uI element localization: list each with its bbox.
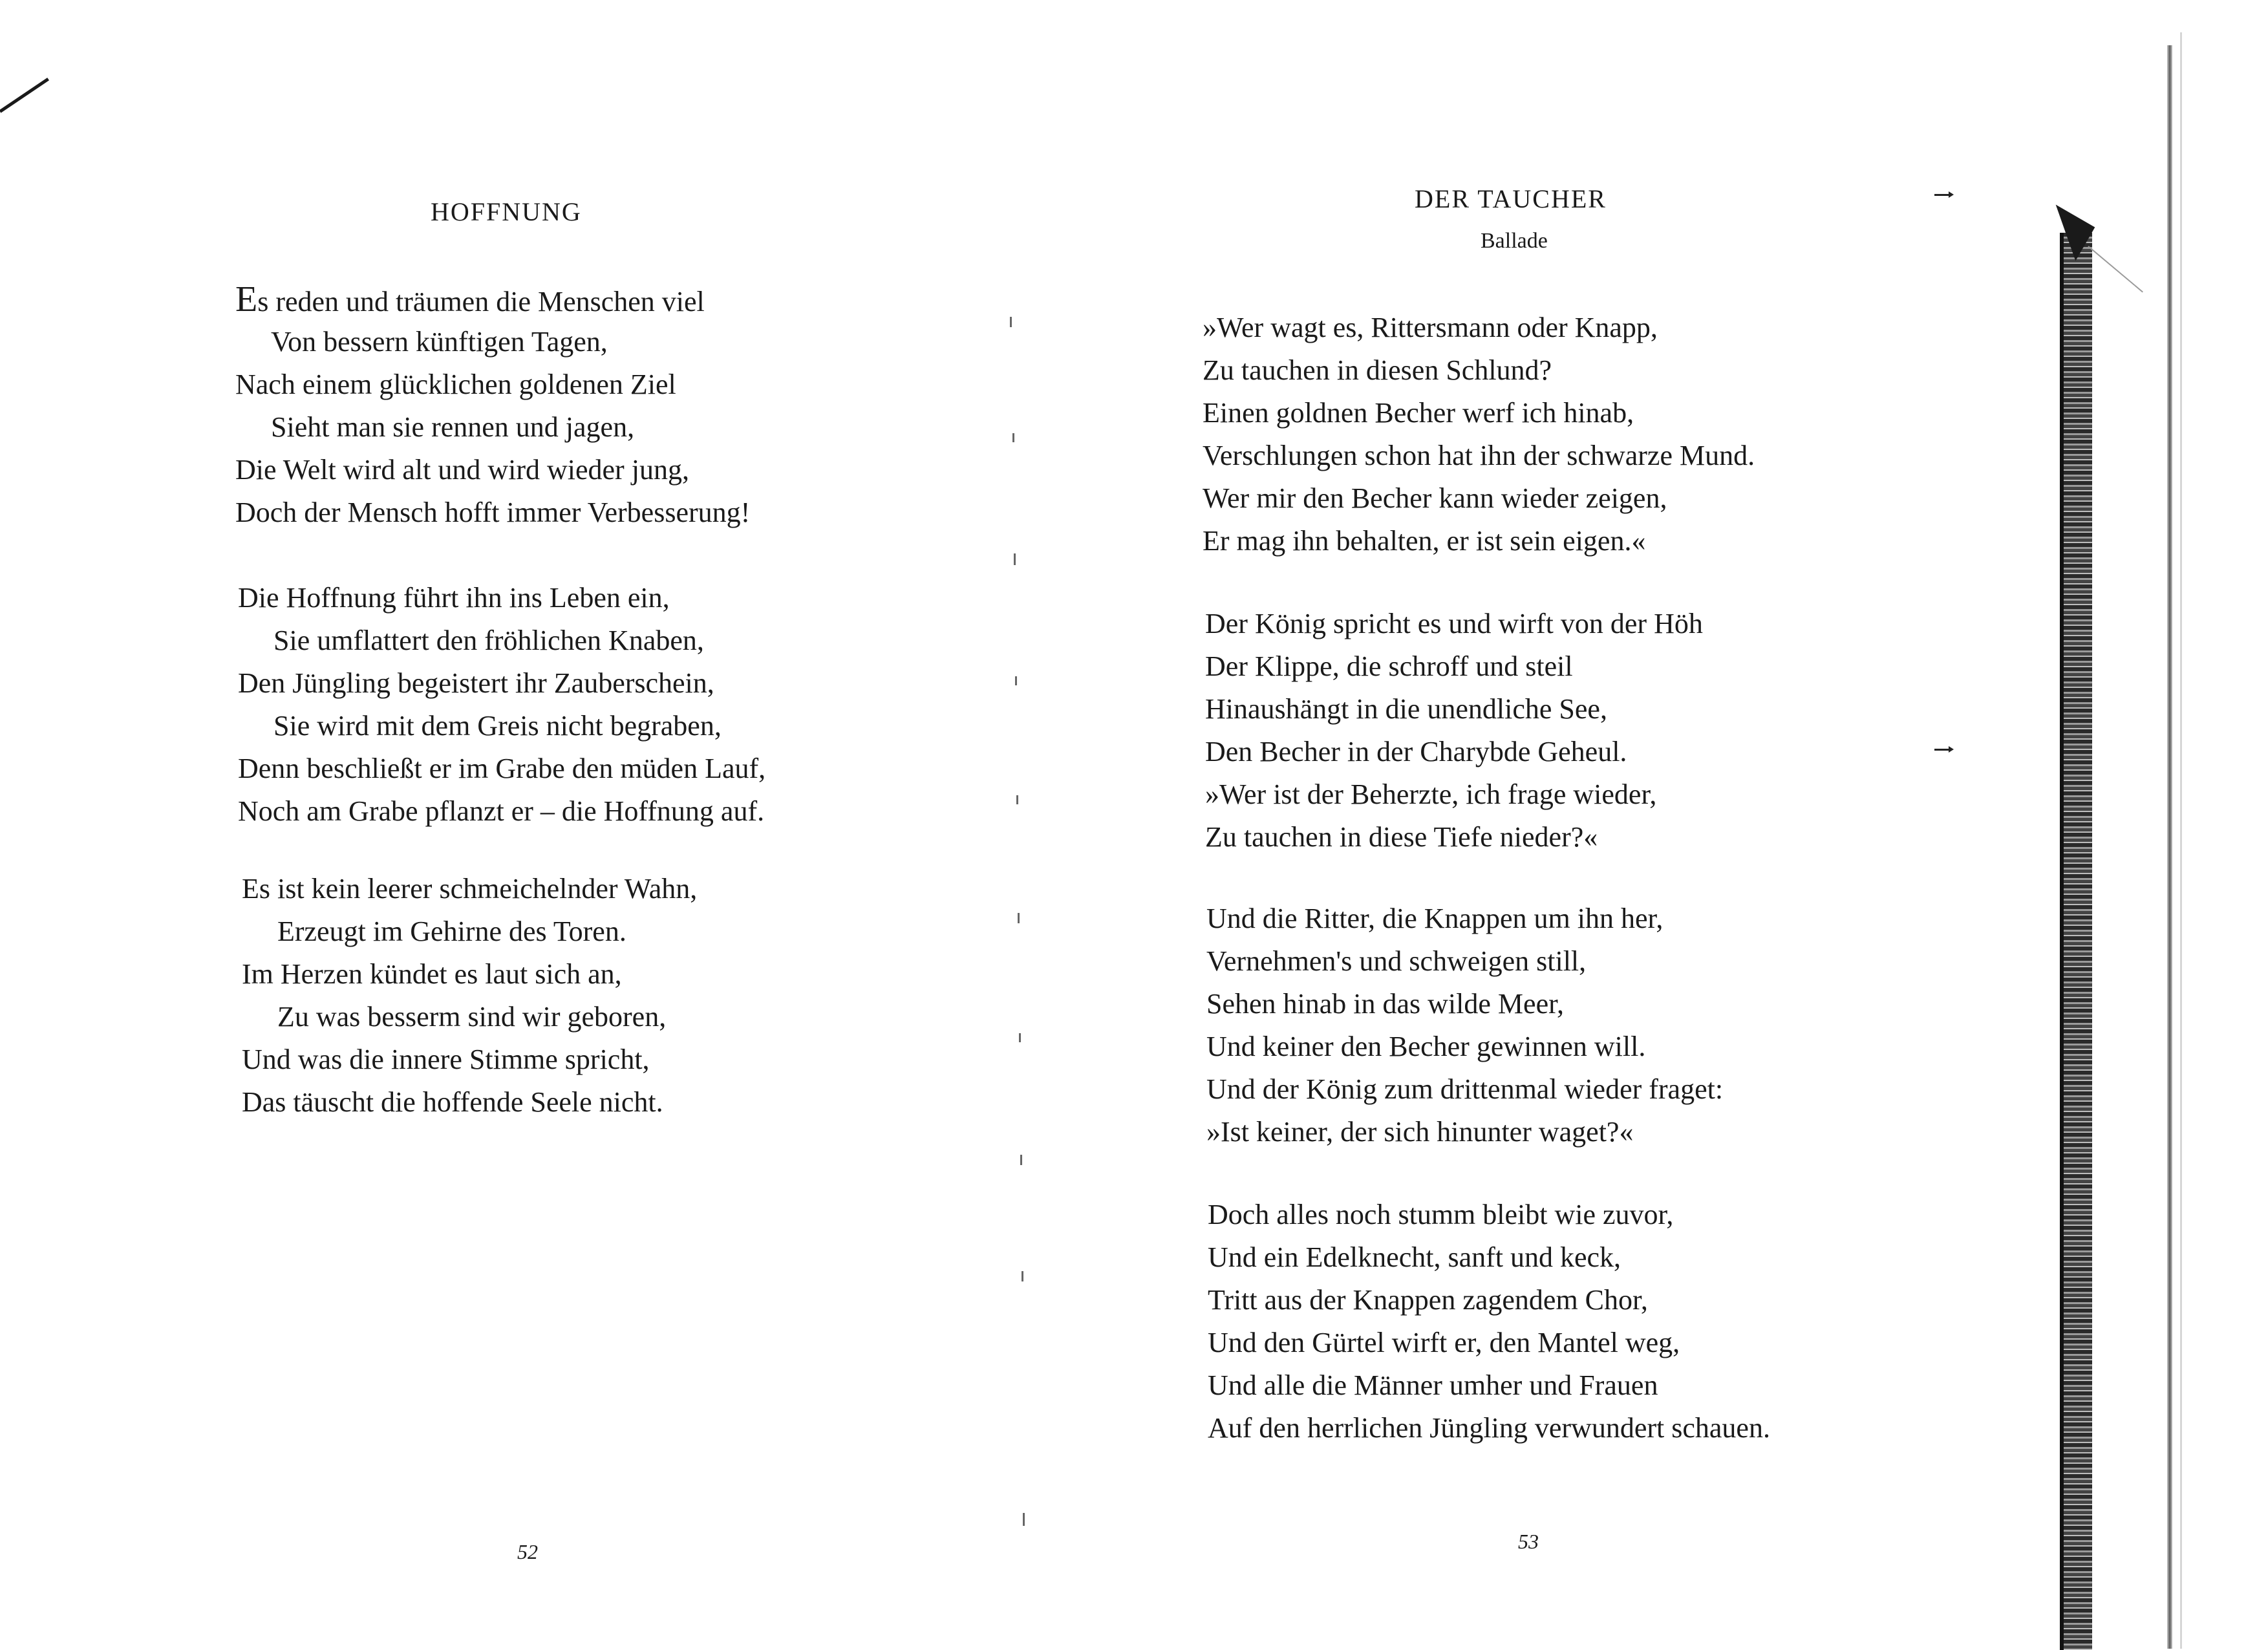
- poem-line: Tritt aus der Knappen zagendem Chor,: [1208, 1284, 1648, 1316]
- gutter-tick: [1022, 1271, 1023, 1281]
- drop-initial: E: [235, 279, 258, 319]
- right-stanza-3: [1206, 897, 1723, 1153]
- right-stanza-1: [1203, 306, 1755, 562]
- right-stanza-2: [1205, 603, 1703, 859]
- poem-line: Und alle die Männer umher und Frauen: [1208, 1369, 1658, 1401]
- poem-line: Den Becher in der Charybde Geheul.: [1205, 736, 1627, 767]
- poem-line: [235, 278, 750, 321]
- poem-line: Den Jüngling begeistert ihr Zauberschein,: [238, 667, 714, 699]
- poem-line: Hinaushängt in die unendliche See,: [1205, 693, 1607, 725]
- poem-line: Zu was besserm sind wir geboren,: [277, 1001, 667, 1033]
- left-page-number: 52: [517, 1540, 538, 1563]
- poem-line: Vernehmen's und schweigen still,: [1206, 945, 1587, 977]
- right-page-title: DER TAUCHER: [1415, 184, 1607, 213]
- poem-line: Das täuscht die hoffende Seele nicht.: [242, 1086, 663, 1118]
- poem-line: Zu tauchen in diesen Schlund?: [1203, 354, 1552, 386]
- poem-line: Sie umflattert den fröhlichen Knaben,: [273, 625, 704, 656]
- gutter-tick: [1023, 1513, 1025, 1526]
- poem-line: Und den Gürtel wirft er, den Mantel weg,: [1208, 1327, 1680, 1358]
- left-page-title: HOFFNUNG: [431, 197, 582, 226]
- poem-line: Und ein Edelknecht, sanft und keck,: [1208, 1241, 1621, 1273]
- poem-line: Er mag ihn behalten, er ist sein eigen.«: [1203, 525, 1646, 557]
- poem-line: Doch der Mensch hofft immer Verbesserung!: [235, 497, 751, 528]
- poem-line: Und der König zum drittenmal wieder fraget:: [1206, 1073, 1724, 1105]
- poem-line: »Wer wagt es, Rittersmann oder Knapp,: [1203, 312, 1658, 343]
- poem-line: Einen goldnen Becher werf ich hinab,: [1203, 397, 1634, 429]
- left-stanza-3: [242, 868, 697, 1124]
- left-stanza-2: [238, 577, 765, 833]
- poem-line: Sieht man sie rennen und jagen,: [271, 411, 635, 443]
- poem-line: Zu tauchen in diese Tiefe nieder?«: [1205, 821, 1598, 853]
- poem-line: Die Hoffnung führt ihn ins Leben ein,: [238, 582, 670, 614]
- gutter-tick: [1010, 317, 1012, 327]
- scanner-edge-rule: [2167, 45, 2172, 1649]
- poem-line-rest: s reden und träumen die Menschen viel: [257, 286, 705, 317]
- scanner-edge-rule-thin: [2180, 32, 2182, 1649]
- poem-line: Nach einem glücklichen goldenen Ziel: [235, 369, 676, 400]
- poem-line: Im Herzen kündet es laut sich an,: [242, 958, 622, 990]
- right-page-subtitle: Ballade: [1481, 229, 1548, 253]
- margin-arrow-mark: [1934, 749, 1950, 751]
- left-page: [0, 0, 1015, 1650]
- poem-line: »Wer ist der Beherzte, ich frage wieder,: [1205, 778, 1657, 810]
- poem-line: Von bessern künftigen Tagen,: [271, 326, 608, 358]
- right-stanza-4: [1208, 1194, 1770, 1450]
- right-page-number: 53: [1518, 1530, 1539, 1553]
- poem-line: Und keiner den Becher gewinnen will.: [1206, 1031, 1646, 1062]
- gutter-tick: [1019, 1033, 1021, 1042]
- page-stack-edge: [2060, 233, 2092, 1650]
- poem-line: Erzeugt im Gehirne des Toren.: [277, 916, 626, 947]
- gutter-tick: [1015, 676, 1017, 685]
- poem-line: Es ist kein leerer schmeichelnder Wahn,: [242, 873, 698, 905]
- gutter-tick: [1018, 913, 1020, 923]
- poem-line: Wer mir den Becher kann wieder zeigen,: [1203, 482, 1667, 514]
- poem-line: Verschlungen schon hat ihn der schwarze Mund.: [1203, 440, 1755, 471]
- poem-line: Und was die innere Stimme spricht,: [242, 1044, 650, 1075]
- poem-line: »Ist keiner, der sich hinunter waget?«: [1206, 1116, 1634, 1148]
- margin-arrow-mark: [1934, 194, 1950, 196]
- poem-line: Auf den herrlichen Jüngling verwundert schauen.: [1208, 1412, 1770, 1444]
- left-stanza-1: [235, 278, 750, 534]
- gutter-tick: [1014, 553, 1016, 565]
- poem-line: Und die Ritter, die Knappen um ihn her,: [1206, 903, 1664, 934]
- poem-line: Der König spricht es und wirft von der Höh: [1205, 608, 1703, 639]
- poem-line: Denn beschließt er im Grabe den müden Lauf,: [238, 753, 766, 784]
- gutter-tick: [1016, 795, 1018, 804]
- gutter-tick: [1020, 1155, 1022, 1165]
- poem-line: Sehen hinab in das wilde Meer,: [1206, 988, 1564, 1020]
- gutter-tick: [1012, 433, 1014, 442]
- poem-line: Doch alles noch stumm bleibt wie zuvor,: [1208, 1199, 1674, 1230]
- poem-line: Die Welt wird alt und wird wieder jung,: [235, 454, 689, 486]
- poem-line: Der Klippe, die schroff und steil: [1205, 650, 1573, 682]
- poem-line: Noch am Grabe pflanzt er – die Hoffnung auf.: [238, 795, 765, 827]
- poem-line: Sie wird mit dem Greis nicht begraben,: [273, 710, 722, 742]
